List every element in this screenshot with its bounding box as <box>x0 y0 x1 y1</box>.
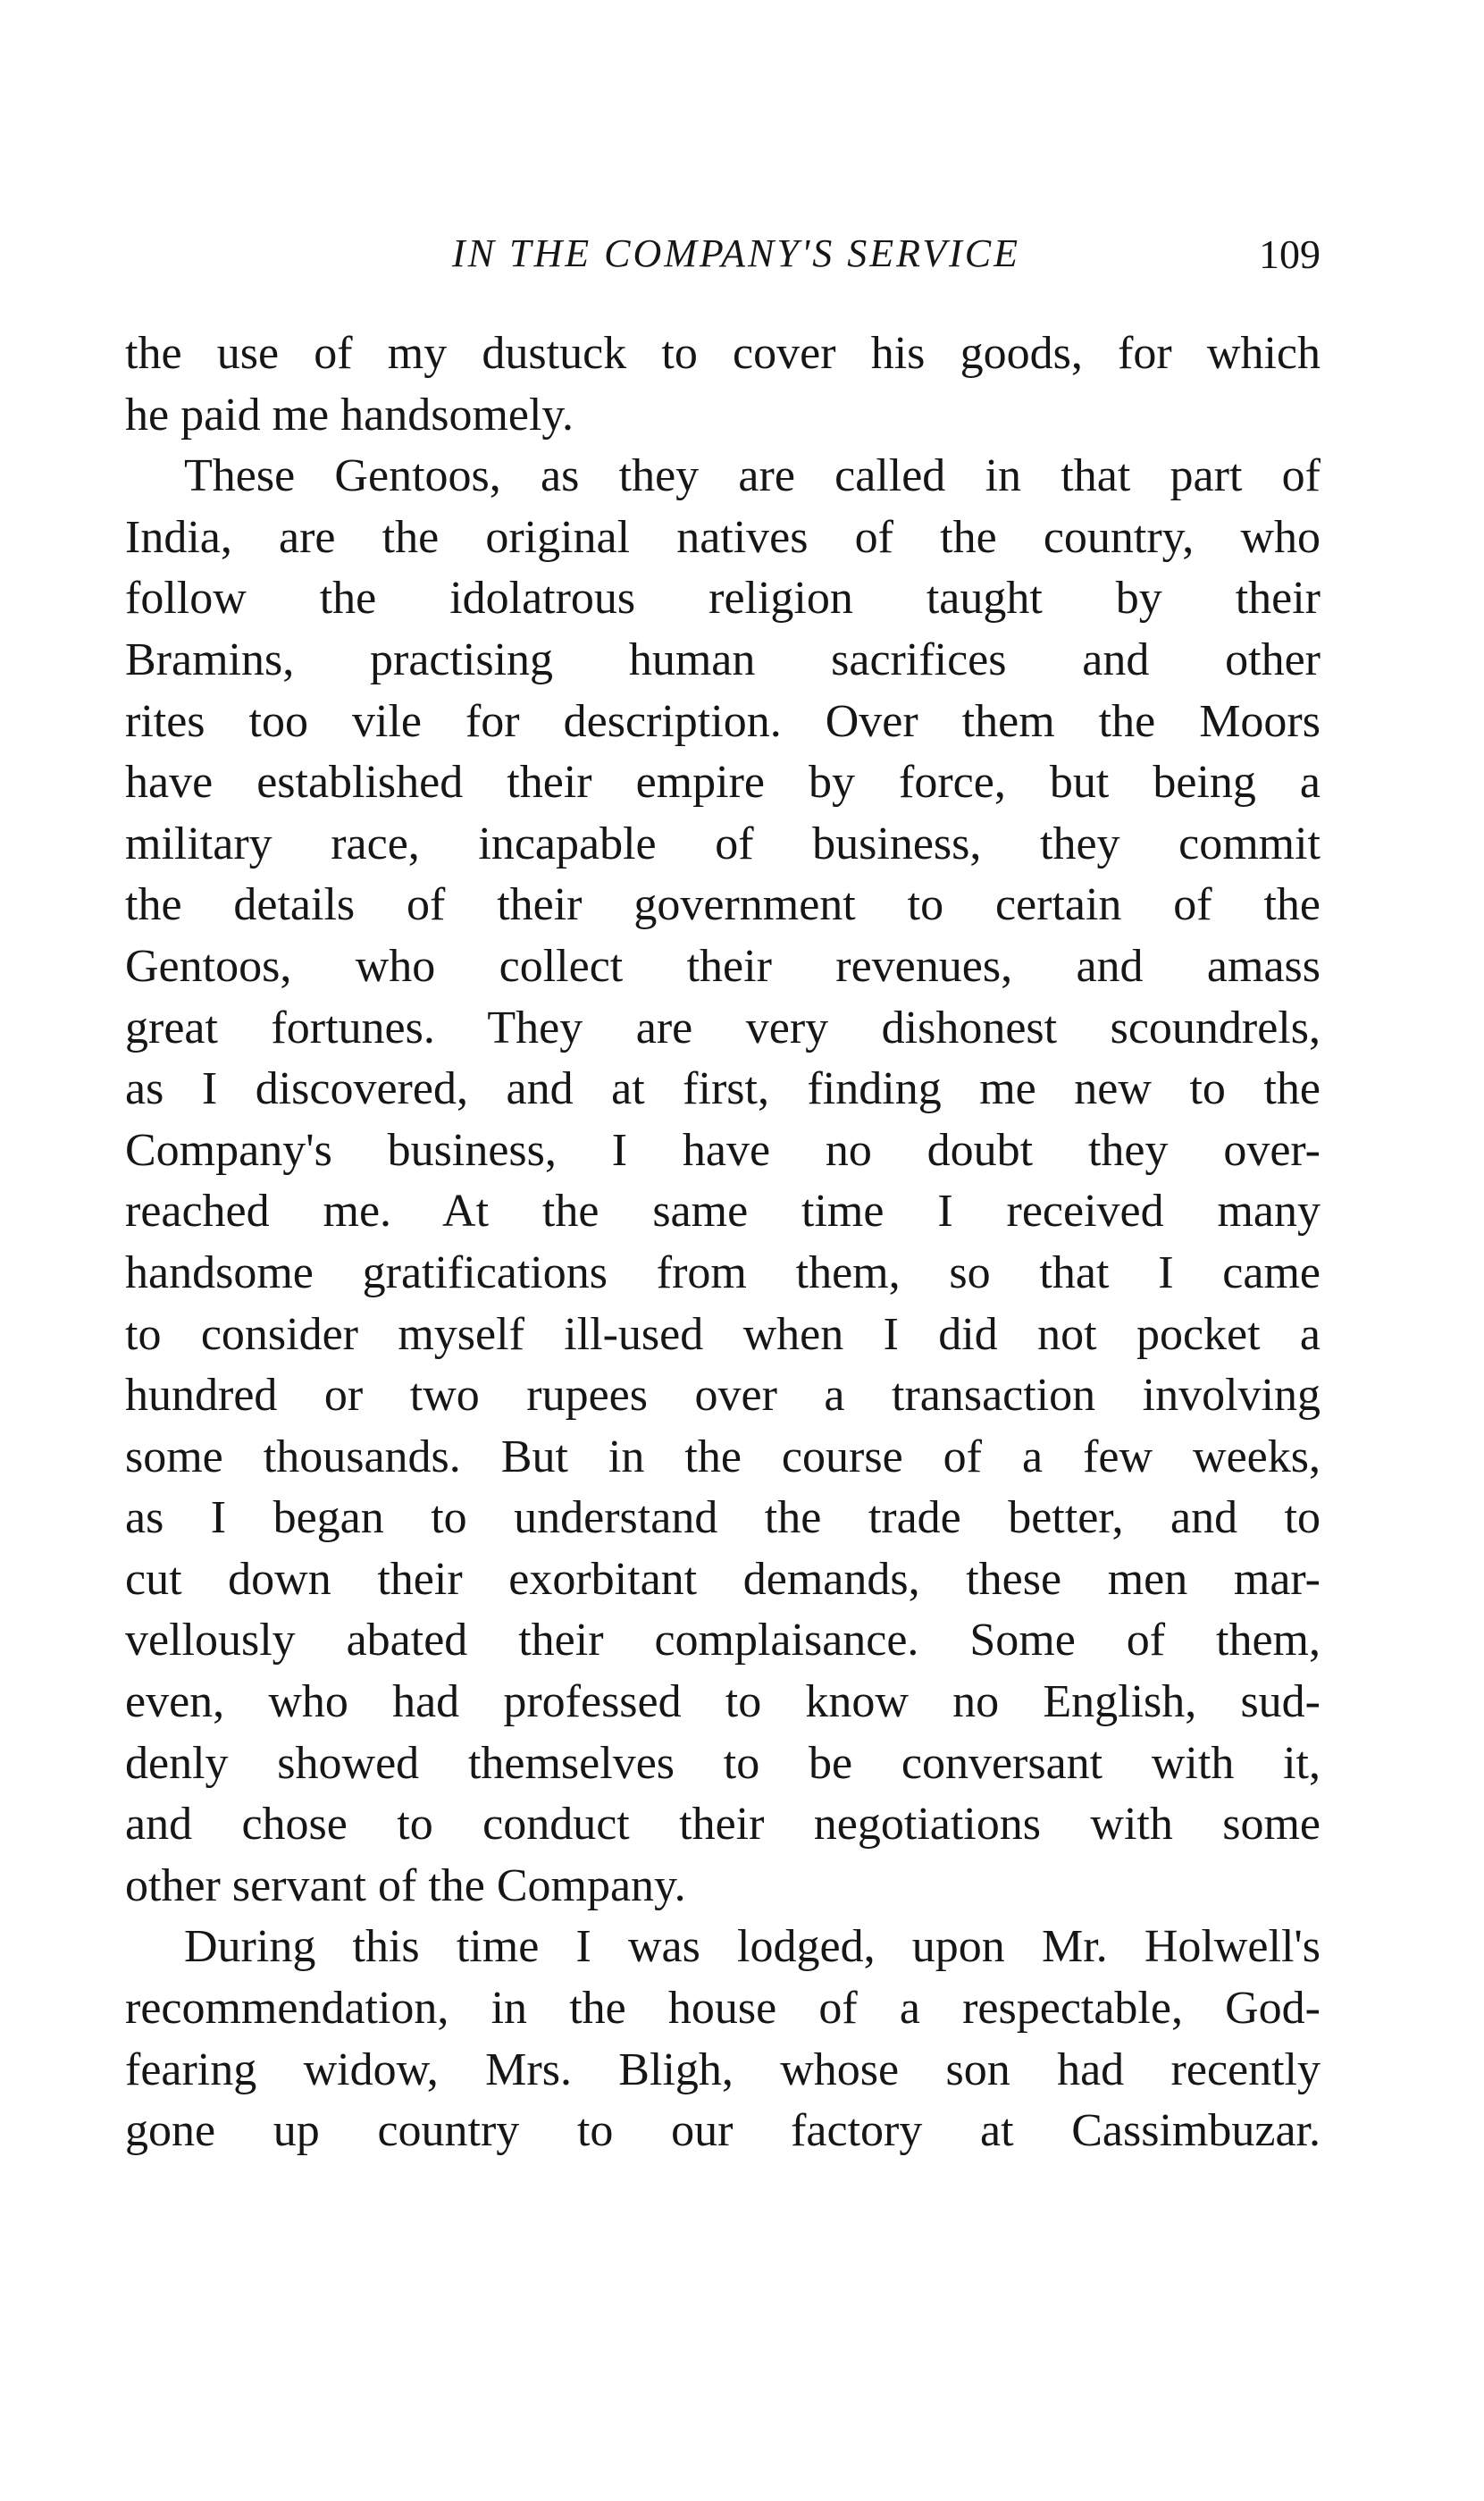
text-line: military race, incapable of business, they commit <box>125 818 1321 869</box>
text-line: hundred or two rupees over a transaction involving <box>125 1370 1321 1422</box>
text-line: even, who had professed to know no English, sud- <box>125 1676 1321 1728</box>
text-line: he paid me handsomely. <box>125 389 574 441</box>
text-line: great fortunes. They are very dishonest scoundrels, <box>125 1002 1321 1053</box>
text-line: Bramins, practising human sacrifices and other <box>125 634 1321 685</box>
text-line: cut down their exorbitant demands, these men mar- <box>125 1553 1321 1605</box>
text-line: have established their empire by force, but being a <box>125 757 1321 809</box>
text-line: some thousands. But in the course of a few weeks, <box>125 1431 1321 1482</box>
text-line: These Gentoos, as they are called in that part of <box>184 450 1321 502</box>
body-text <box>125 323 1321 2162</box>
running-head <box>125 231 1321 284</box>
text-line: rites too vile for description. Over them the Moors <box>125 695 1321 747</box>
text-line: as I began to understand the trade better, and to <box>125 1492 1321 1544</box>
text-line: fearing widow, Mrs. Bligh, whose son had recently <box>125 2044 1321 2095</box>
text-line: and chose to conduct their negotiations with some <box>125 1799 1321 1851</box>
text-line: as I discovered, and at first, finding me new to the <box>125 1063 1321 1115</box>
text-line: gone up country to our factory at Cassimbuzar. <box>125 2105 1321 2157</box>
page-number: 109 <box>1259 231 1321 277</box>
text-line: follow the idolatrous religion taught by their <box>125 573 1321 625</box>
text-line: handsome gratifications from them, so that I came <box>125 1246 1321 1298</box>
text-line: India, are the original natives of the country, who <box>125 511 1321 563</box>
text-line: During this time I was lodged, upon Mr. Holwell's <box>184 1921 1321 1973</box>
text-line: recommendation, in the house of a respectable, God- <box>125 1983 1321 2035</box>
text-line: the use of my dustuck to cover his goods, for which <box>125 328 1321 379</box>
text-line: Gentoos, who collect their revenues, and amass <box>125 940 1321 992</box>
text-line: vellously abated their complaisance. Some of them, <box>125 1615 1321 1666</box>
text-line: to consider myself ill-used when I did not pocket a <box>125 1308 1321 1360</box>
text-line: the details of their government to certain of the <box>125 879 1321 931</box>
text-line: denly showed themselves to be conversant with it, <box>125 1737 1321 1789</box>
running-title: IN THE COMPANY'S SERVICE <box>452 231 1020 275</box>
text-line: other servant of the Company. <box>125 1859 686 1911</box>
text-line: Company's business, I have no doubt they over- <box>125 1124 1321 1176</box>
text-line: reached me. At the same time I received many <box>125 1186 1321 1238</box>
